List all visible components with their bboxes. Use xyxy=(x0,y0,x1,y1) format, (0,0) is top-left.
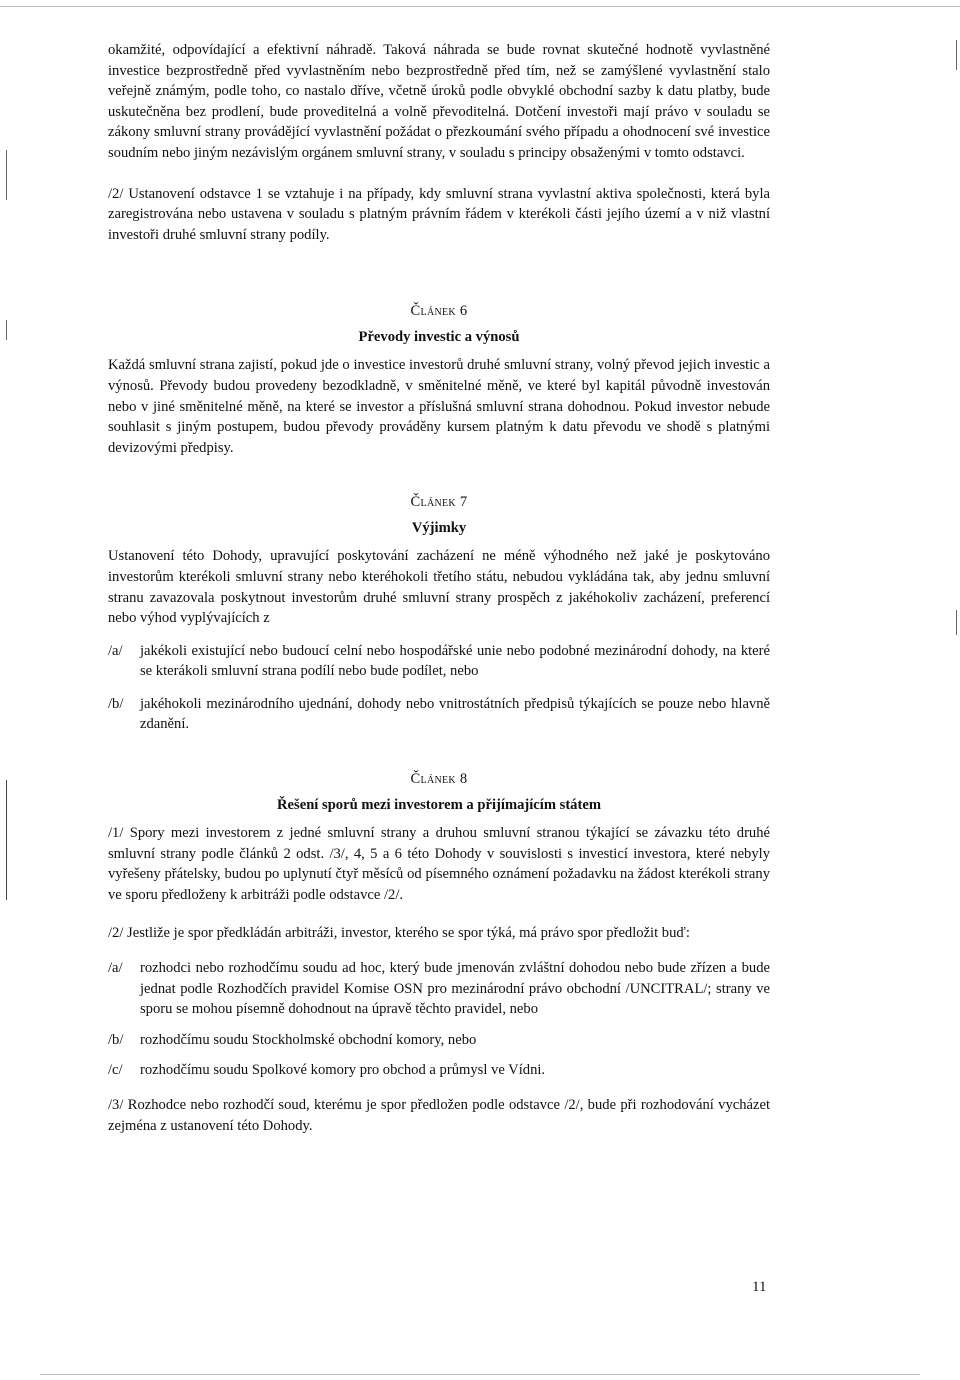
scan-edge-left-3 xyxy=(6,780,7,900)
scan-edge-top xyxy=(0,6,960,7)
intro-paragraph-1: okamžité, odpovídající a efektivní náhradě. Taková náhrada se bude rovnat skutečné hodnotě vyvlastněné investice bezprostředně před vyvlastněním nebo bezprostředně před tím, než se zamýšlené vyvlastnění stalo veřejně známým, podle toho, co nastalo dříve, včetně úroků podle obvyklé obchodní sazby k datu platby, bude uskutečněna bez prodlení, bude proveditelná a volně převoditelná. Dotčení investoři mají právo v souladu se zákony smluvní strany provádějící vyvlastnění požádat o přezkoumání svého případu a ohodnocení své investice soudním nebo jiným nezávislým orgánem smluvní strany, v souladu s principy obsaženými v tomto odstavci. xyxy=(108,42,770,161)
article-8-title: Řešení sporů mezi investorem a přijímajícím státem xyxy=(277,797,601,814)
scan-edge-bottom xyxy=(40,1374,920,1375)
article-6-paragraph: Každá smluvní strana zajistí, pokud jde o investice investorů druhé smluvní strany, volný převod jejich investic a výnosů. Převody budou provedeny bezodkladně, v směnitelné měně, ve které byl kapitál původně investován nebo v jiné směnitelné měně, na které se investor a příslušná smluvní strana dohodnou. Pokud investor nebude souhlasit s jiným postupem, budou převody prováděny kursem platným k datu převodu ve shodě s platnými devizovými předpisy. xyxy=(108,357,770,456)
item-text: rozhodčímu soudu Stockholmské obchodní komory, nebo xyxy=(140,1031,477,1048)
item-label: /c/ xyxy=(108,1062,123,1079)
scan-edge-right-2 xyxy=(956,610,957,635)
article-7-title: Výjimky xyxy=(411,520,467,537)
article-7-paragraph: Ustanovení této Dohody, upravující poskytování zacházení ne méně výhodného než jaké je poskytováno investorům kterékoli smluvní strany nebo kteréhokoli třetího státu, nebudou vykládána tak, aby jednu smluvní stranu zavazovala poskytnout investorům druhé smluvní strany prospěch z jakéhokoliv zacházení, preferencí nebo výhod vyplývajících z xyxy=(108,548,770,627)
article-6-title: Převody investic a výnosů xyxy=(358,329,520,346)
intro-paragraph-2: /2/ Ustanovení odstavce 1 se vztahuje i na případy, kdy smluvní strana vyvlastní aktiva společnosti, která byla zaregistrována nebo ustavena v souladu s platným právním řádem v kterékoli části jejího území a v niž vlastní investoři druhé smluvní strany podíly. xyxy=(108,185,770,243)
item-label: /b/ xyxy=(108,1031,124,1048)
page-number: 11 xyxy=(752,1279,767,1295)
item-label: /b/ xyxy=(108,695,124,712)
scan-edge-left-1 xyxy=(6,150,7,200)
item-text: jakékoli existující nebo budoucí celní nebo hospodářské unie nebo podobné mezinárodní dohody, na které se kterákoli smluvní strana podílí nebo bude podílet, nebo xyxy=(140,642,770,680)
article-8-paragraph-1: /1/ Spory mezi investorem z jedné smluvní strany a druhou smluvní stranou týkající se závazku této druhé smluvní strany podle článků 2 odst. /3/, 4, 5 a 6 této Dohody v souvislosti s investicí investora, které nebyly vyřešeny přátelsky, budou po uplynutí čtyř měsíců od písemného oznámení požadavku na žádost kterékoli strany ve sporu předloženy k arbitráži podle odstavce /2/. xyxy=(108,825,770,903)
article-7-item-a xyxy=(108,641,770,682)
scan-edge-left-2 xyxy=(6,320,7,340)
item-text: rozhodčímu soudu Spolkové komory pro obchod a průmysl ve Vídni. xyxy=(140,1062,546,1079)
article-8-item-c xyxy=(108,1060,770,1081)
article-8-paragraph-2: /2/ Jestliže je spor předkládán arbitráži, investor, kterého se spor týká, má právo spor předložit buď: xyxy=(108,925,690,942)
article-8-item-b xyxy=(108,1030,770,1051)
item-label: /a/ xyxy=(108,642,123,659)
article-7-number: Článek 7 xyxy=(410,494,468,511)
article-8-number: Článek 8 xyxy=(410,771,468,788)
scan-edge-right-1 xyxy=(956,40,957,70)
item-text: rozhodci nebo rozhodčímu soudu ad hoc, který bude jmenován zvláštní dohodou nebo bude zřízen a bude jednat podle Rozhodčích pravidel Komise OSN pro mezinárodní právo obchodní /UNCITRAL/; strany ve sporu se mohou písemně dohodnout na úpravě těchto pravidel, nebo xyxy=(140,960,770,1018)
item-label: /a/ xyxy=(108,960,123,977)
document-page xyxy=(108,40,770,1136)
article-6-number: Článek 6 xyxy=(410,303,468,320)
article-8-item-a xyxy=(108,958,770,1020)
item-text: jakéhokoli mezinárodního ujednání, dohody nebo vnitrostátních předpisů týkajících se pouze nebo hlavně zdanění. xyxy=(140,695,770,733)
article-8-paragraph-3: /3/ Rozhodce nebo rozhodčí soud, kterému je spor předložen podle odstavce /2/, bude při rozhodování vycházet zejména z ustanovení této Dohody. xyxy=(108,1097,770,1134)
article-7-item-b xyxy=(108,694,770,735)
